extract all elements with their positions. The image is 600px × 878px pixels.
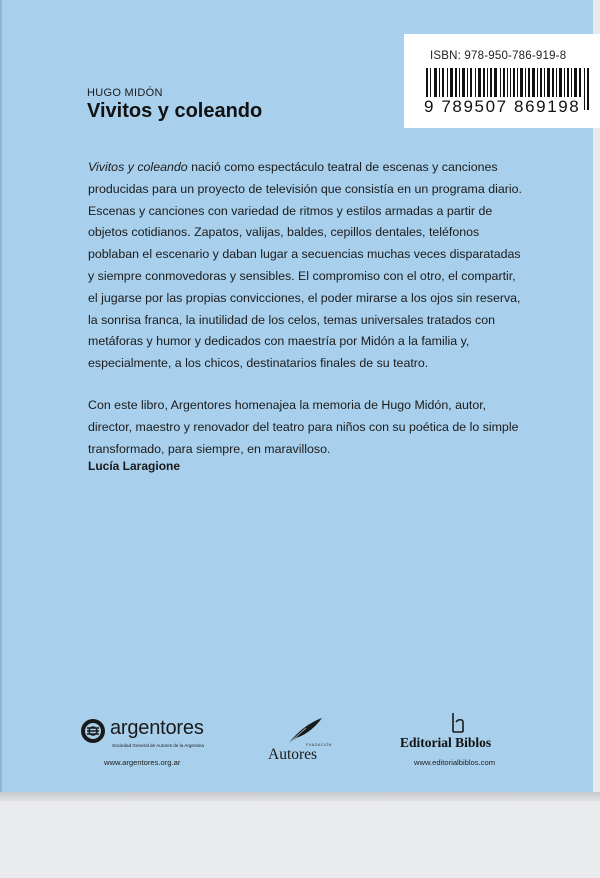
autores-name: Autores: [268, 746, 318, 763]
book-title: Vivitos y coleando: [87, 100, 263, 122]
barcode-number: 9 789507 869198: [424, 97, 581, 116]
synopsis-paragraph-1-text: nació como espectáculo teatral de escenas y canciones producidas para un proyecto de televisión que consistía en un programa diario. Escenas y canciones con variedad de ritmos y estilos armadas a partir de objetos cotidianos. Zapatos, valijas, baldes, cepillos dentales, teléfonos poblaban el escenario y daban lugar a secuencias muchas veces disparatadas y siempre conmovedoras y sensibles. El compromiso con el otro, el compartir, el jugarse por las propias convicciones, el poder mirarse a los ojos sin reserva, la sonrisa franca, la inutilidad de los celos, temas universales tratados con metáforas y humor y dedicados con maestría por Midón a la familia y, especialmente, a los chicos, destinatarios finales de su teatro.: [88, 160, 522, 371]
argentores-url: www.argentores.org.ar: [104, 758, 181, 767]
biblos-url: www.editorialbiblos.com: [414, 758, 496, 767]
autores-logo: [268, 716, 336, 766]
signature: Lucía Laragione: [88, 459, 181, 473]
argentores-emblem-icon: [80, 718, 106, 744]
argentores-subtitle: Sociedad General de Autores de la Argentina: [112, 743, 204, 748]
cover-bottom-edge: [0, 792, 600, 801]
quill-icon: [282, 716, 326, 746]
autores-small-label: FUNDACIÓN: [306, 743, 332, 747]
synopsis-paragraph-2: Con este libro, Argentores homenajea la memoria de Hugo Midón, autor, director, maestro y renovador del teatro para niños con su poética de lo simple transformado, para siempre, en maravilloso.: [88, 397, 519, 456]
synopsis: [88, 157, 528, 480]
author-name: HUGO MIDÓN: [87, 87, 163, 99]
argentores-name: argentores: [110, 717, 204, 739]
synopsis-title-italic: Vivitos y coleando: [88, 160, 188, 174]
biblos-name: Editorial Biblos: [400, 735, 492, 750]
biblos-emblem-icon: [450, 712, 466, 734]
isbn-text: ISBN: 978-950-786-919-8: [430, 50, 567, 62]
synopsis-paragraph-1: [88, 157, 528, 375]
barcode-label: [403, 34, 600, 128]
